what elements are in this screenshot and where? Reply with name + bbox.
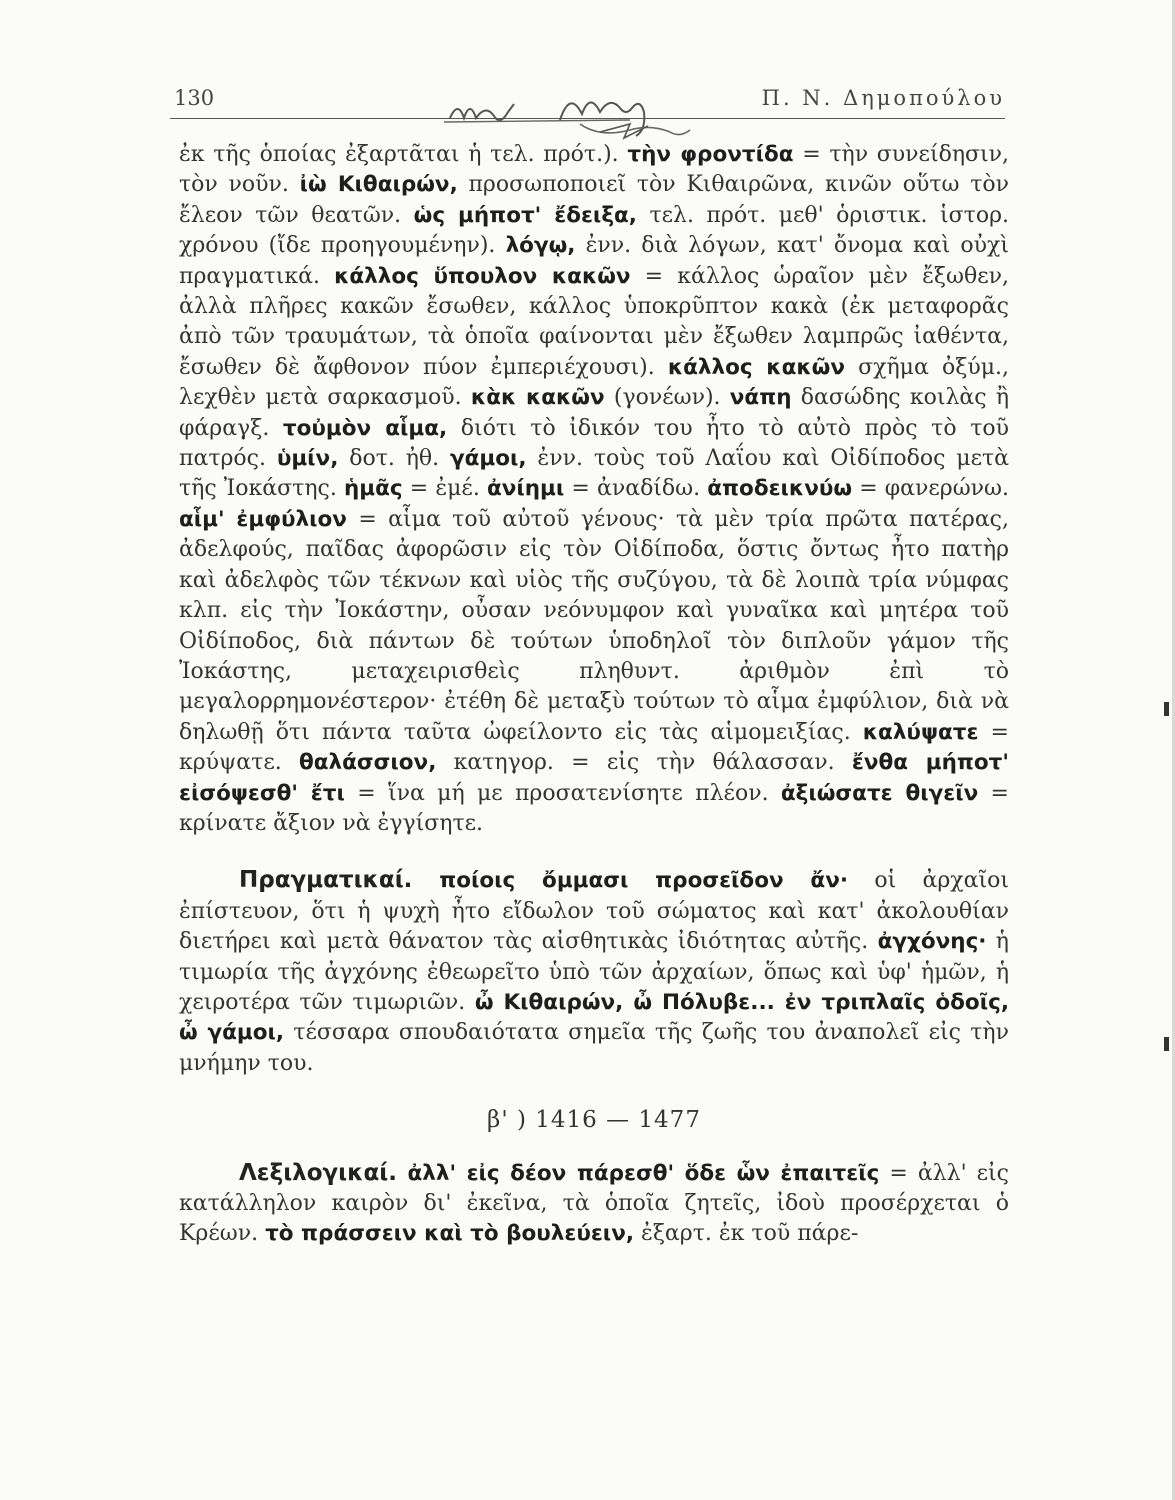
- section-lead-word: Λεξιλογικαί.: [239, 1159, 397, 1186]
- gloss-text: ἐνν. διὰ λόγων, κατ' ὄνομα καὶ οὐχὶ πραγματικά.: [179, 233, 1009, 289]
- lemma-term: ἀγχόνης·: [877, 929, 987, 955]
- gloss-text: ἐκ τῆς ὁποίας ἐξαρτᾶται ἡ τελ. πρότ.).: [179, 142, 628, 167]
- lemma-term: γάμοι,: [450, 446, 527, 472]
- gloss-text: (γονέων).: [604, 385, 730, 411]
- lemma-term: αἷμ' ἐμφύλιον: [179, 506, 347, 532]
- lemma-term: ὑμίν,: [276, 446, 339, 472]
- lemma-term: λόγῳ,: [505, 233, 576, 259]
- lemma-term: ἀνίημι: [486, 476, 565, 502]
- commentary-paragraph-3: [179, 1158, 1009, 1250]
- section-heading: β' ) 1416 — 1477: [487, 1107, 701, 1134]
- lemma-term: καλύψατε: [862, 719, 979, 745]
- lemma-term: ἀξιώσατε θιγεῖν: [780, 780, 979, 806]
- lemma-term: τὸ πράσσειν καὶ τὸ βουλεύειν,: [265, 1221, 635, 1247]
- gloss-text: = ἐμέ.: [402, 476, 487, 502]
- commentary-paragraph-2: [179, 865, 1009, 1079]
- lemma-term: τὴν φροντίδα: [627, 142, 794, 167]
- gloss-text: = ἵνα μή με προσατενίσητε πλέον.: [344, 780, 781, 806]
- gloss-text: διότι τὸ ἰδικόν του ἦτο τὸ αὐτὸ πρὸς τὸ τοῦ πατρός.: [179, 415, 1009, 472]
- lemma-term: ἔνθα μήποτ' εἰσόψεσθ' ἔτι: [179, 750, 1009, 806]
- lemma-term: θαλάσσιον,: [299, 750, 437, 776]
- gloss-text: = κρύψατε.: [179, 719, 1009, 776]
- gloss-text: = ἀλλ' εἰς κατάλληλον καιρὸν δι' ἐκεῖνα, τὰ ὁποῖα ζητεῖς, ἰδοὺ προσέρχεται ὁ Κρέων.: [179, 1160, 1009, 1247]
- gloss-text: = κάλλος ὡραῖον μὲν ἔξωθεν, ἀλλὰ πλῆρες κακῶν ἔσωθεν, κάλλος ὑποκρῦπτον κακὰ (ἐκ μεταφορᾶς ἀπὸ τῶν τραυμάτων, τὰ ὁποῖα φαίνονται μὲν ἔξωθεν λαμπρῶς ἰαθέντα, ἔσωθεν δὲ ἄφθονον πύον ἐμπεριέχουσι).: [179, 263, 1009, 380]
- commentary-paragraph-1: [179, 140, 1009, 839]
- gloss-text: ἡ τιμωρία τῆς ἀγχόνης ἐθεωρεῖτο ὑπὸ τῶν ἀρχαίων, ὅπως καὶ ὑφ' ἡμῶν, ἡ χειροτέρα τῶν τιμωριῶν.: [179, 929, 1009, 1015]
- lemma-term: ἰὼ Κιθαιρών,: [299, 172, 458, 198]
- body-text: [179, 140, 1009, 1250]
- gloss-text: προσωποποιεῖ τὸν Κιθαιρῶνα, κινῶν οὕτω τὸν ἔλεον τῶν θεατῶν.: [179, 172, 1010, 228]
- lemma-term: ποίοις ὄμμασι προσεῖδον ἄν·: [412, 868, 849, 894]
- gloss-text: = κρίνατε ἄξιον νὰ ἐγγίσητε.: [179, 780, 1009, 836]
- lemma-term: ἀλλ' εἰς δέον πάρεσθ' ὅδε ὧν ἐπαιτεῖς: [396, 1160, 880, 1186]
- lemma-term: νάπη: [729, 385, 792, 411]
- gloss-text: κατηγορ. = εἰς τὴν θάλασσαν.: [436, 750, 852, 776]
- gloss-text: ἐξαρτ. ἐκ τοῦ πάρε-: [634, 1221, 859, 1247]
- lemma-term: κὰκ κακῶν: [470, 385, 605, 411]
- lemma-term: ὡς μήποτ' ἔδειξα,: [413, 202, 637, 228]
- lemma-term: κάλλος κακῶν: [667, 354, 845, 380]
- lemma-term: κάλλος ὕπουλον κακῶν: [334, 263, 631, 289]
- lemma-term: τοὐμὸν αἷμα,: [282, 415, 448, 441]
- lemma-term: ἡμᾶς: [343, 476, 403, 502]
- section-lead-word: Πραγματικαί.: [239, 867, 413, 894]
- lemma-term: ἀποδεικνύω: [707, 476, 853, 502]
- gloss-text: = τὴν συνείδησιν, τὸν νοῦν.: [179, 142, 1010, 198]
- page-number: 130: [174, 86, 215, 110]
- gloss-text: οἱ ἀρχαῖοι ἐπίστευον, ὅτι ἡ ψυχὴ ἦτο εἴδωλον τοῦ σώματος καὶ κατ' ἀκολουθίαν διετήρει καὶ μετὰ θάνατον τὰς αἰσθητικὰς ἰδιότητας αὐτῆς.: [179, 868, 1009, 955]
- gloss-text: = αἷμα τοῦ αὐτοῦ γένους· τὰ μὲν τρία πρῶτα πατέρας, ἀδελφούς, παῖδας ἀφορῶσιν εἰς τὸν Οἰδίποδα, ὅστις ὄντως ἦτο πατὴρ καὶ ἀδελφὸς τῶν τέκνων καὶ υἱὸς τῆς συζύγου, τὰ δὲ λοιπὰ τρία νύμφας κλπ. εἰς τὴν Ἰοκάστην, οὖσαν νεόνυμφον καὶ γυναῖκα καὶ μητέρα τοῦ Οἰδίποδος, διὰ πάντων δὲ τούτων ὑποδηλοῖ τὸν διπλοῦν γάμον τῆς Ἰοκάστης, μεταχειρισθεὶς πληθυντ. ἀριθμὸν ἐπὶ τὸ μεγαλορρημονέστερον· ἐτέθη δὲ μεταξὺ τούτων τὸ αἷμα ἐμφύλιον, διὰ νὰ δηλωθῇ ὅτι πάντα ταῦτα ὠφείλοντο εἰς τὰς αἱμομειξίας.: [179, 506, 1009, 745]
- gloss-text: δασώδης κοιλὰς ἢ φάραγξ.: [179, 385, 1009, 441]
- running-head: Π. Ν. Δημοπούλου: [761, 86, 1005, 110]
- gloss-text: = ἀναδίδω.: [564, 476, 708, 502]
- gloss-text: δοτ. ἠθ.: [338, 446, 451, 472]
- gloss-text: σχῆμα ὀξύμ., λεχθὲν μετὰ σαρκασμοῦ.: [179, 354, 1009, 411]
- lemma-term: ὦ Κιθαιρών, ὦ Πόλυβε... ἐν τριπλαῖς ὁδοῖς, ὦ γάμοι,: [179, 989, 1009, 1046]
- gloss-text: τέσσαρα σπουδαιότατα σημεῖα τῆς ζωῆς του ἀναπολεῖ εἰς τὴν μνήμην του.: [179, 1020, 1009, 1076]
- margin-mark: [1164, 1037, 1169, 1051]
- gloss-text: τελ. πρότ. μεθ' ὁριστικ. ἱστορ. χρόνου (ἴδε προηγουμένην).: [179, 202, 1009, 259]
- margin-mark: [1164, 702, 1169, 716]
- gloss-text: ἐνν. τοὺς τοῦ Λαΐου καὶ Οἰδίποδος μετὰ τῆς Ἰοκάστης.: [179, 446, 1009, 502]
- gloss-text: = φανερώνω.: [852, 476, 1009, 502]
